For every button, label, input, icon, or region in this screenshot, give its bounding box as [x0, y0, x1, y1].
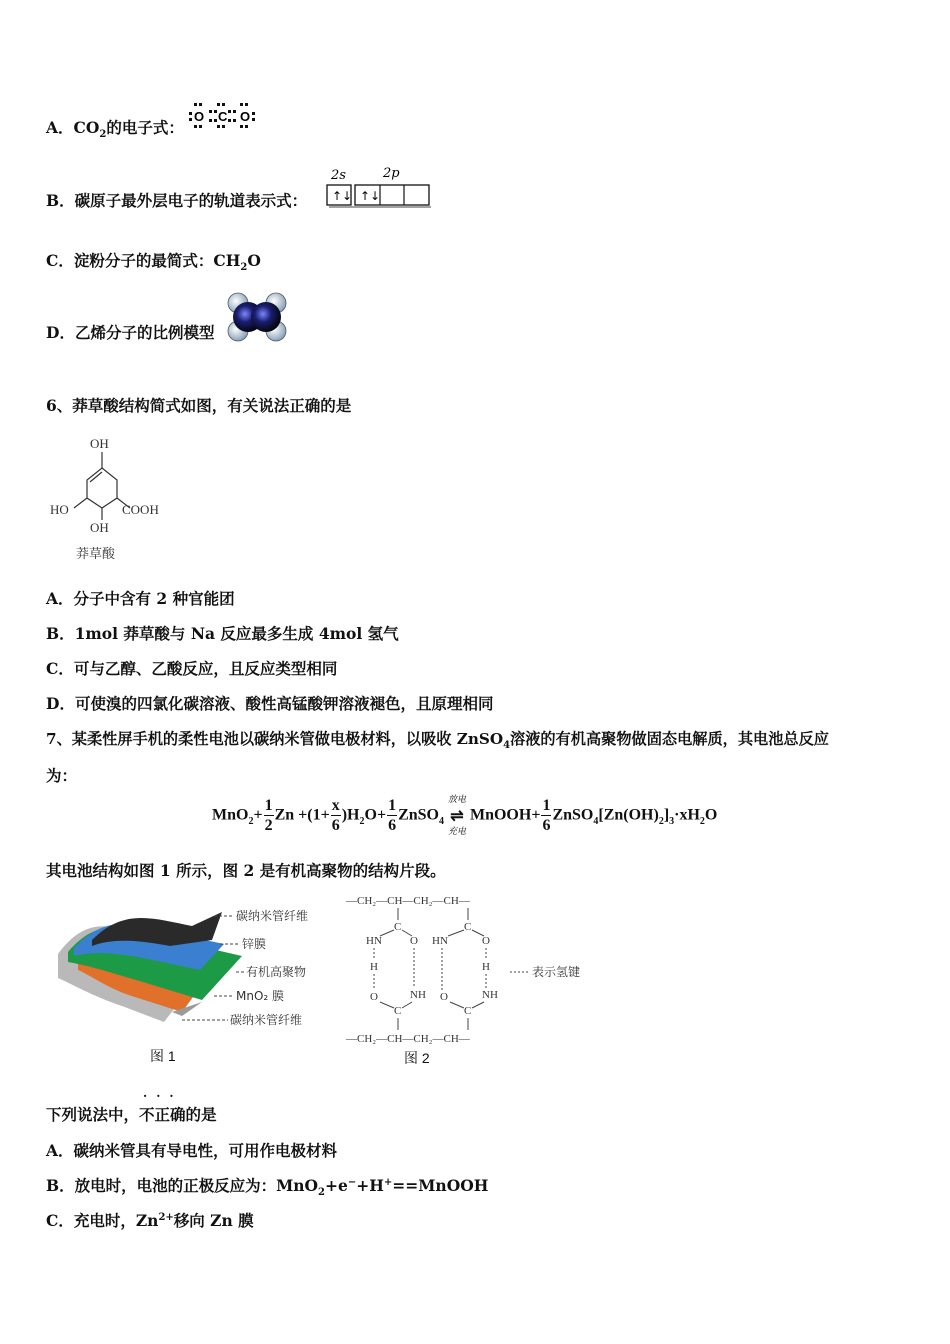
fig2-o-left-top: O [410, 935, 418, 947]
fig2-o-right-bottom: O [440, 991, 448, 1003]
group-oh-top: OH [90, 436, 109, 451]
electron-pair-2s: ↑↓ [332, 189, 353, 203]
q5-option-d: D．乙烯分子的比例模型 [46, 323, 215, 342]
figure-1-battery-structure [52, 900, 322, 1030]
atom-o-right: O [240, 109, 251, 124]
orbital-2p-label: 2p [383, 166, 400, 181]
q6-option-d: D．可使溴的四氯化碳溶液、酸性高锰酸钾溶液褪色，且原理相同 [46, 694, 494, 713]
reversible-arrow: 放电 ⇌ 充电 [447, 794, 466, 836]
q5-option-c: C．淀粉分子的最简式：$CH_2O$ [46, 251, 261, 274]
fraction: $\frac{1}{2}$ [264, 797, 273, 834]
option-label: B． [46, 1176, 75, 1195]
group-oh-bottom: OH [90, 520, 109, 535]
fig2-chain-top: —CH₂—CH—CH₂—CH— [346, 895, 470, 907]
fig2-c-right-bottom: C [464, 1005, 472, 1017]
fig2-legend-hbond: 表示氢键 [532, 965, 581, 979]
group-cooh: COOH [122, 502, 159, 517]
q7-option-c: C．充电时，$Zn^{2+}$移向 Zn 膜 [46, 1211, 254, 1230]
q6-option-a: A．分子中含有 2 种官能团 [46, 589, 235, 608]
fig2-c-right-top: C [464, 921, 472, 933]
q7-option-a: A．碳纳米管具有导电性，可用作电极材料 [46, 1141, 338, 1160]
fig2-c-left-top: C [394, 921, 402, 933]
fraction: $\frac{1}{6}$ [542, 797, 551, 834]
fig1-label-cnt-top: 碳纳米管纤维 [236, 909, 309, 923]
fig2-hn-left: HN [366, 935, 382, 947]
figure-2-caption: 图 2 [404, 1050, 430, 1066]
figure-2-polymer-fragment [344, 890, 594, 1050]
ethylene-space-filling-model [226, 290, 288, 344]
option-label: C． [46, 1211, 74, 1230]
electron-pair-2p: ↑↓ [360, 189, 381, 203]
q7-stem-line2: 为： [46, 766, 78, 785]
atom-c: C [218, 109, 228, 124]
shikimic-acid-structure [46, 432, 176, 566]
carbon-orbital-diagram [325, 165, 433, 211]
emphasis-text: ··· 不正确 [139, 1089, 186, 1124]
q7-question: 下列说法中， ··· 不正确的是 [46, 1089, 217, 1124]
q7-figure-intro: 其电池结构如图 1 所示，图 2 是有机高聚物的结构片段。 [46, 861, 446, 880]
option-label: A． [46, 1141, 74, 1160]
fig2-nh-left: NH [410, 989, 426, 1001]
fig2-o-right-top: O [482, 935, 490, 947]
q5-option-b: B．碳原子最外层电子的轨道表示式： [46, 191, 308, 210]
fig2-nh-right: NH [482, 989, 498, 1001]
option-label: D． [46, 323, 75, 342]
fig1-label-polymer: 有机高聚物 [246, 965, 307, 979]
fig2-hn-right: HN [432, 935, 448, 947]
fig1-label-cnt-bottom: 碳纳米管纤维 [230, 1013, 303, 1027]
battery-equation: MnO$_2$+ $\frac{1}{2}$ Zn +(1+ $\frac{x}{6}$ )$H_2O+$ $\frac{1}{6}$ ZnSO$_4$ 放电 ⇌ 充电 MnOOH+ $\frac{1}{6}$ $ZnSO_4[Zn(OH)_2]_3\cdot xH_2O$ [212, 794, 718, 836]
option-label: D． [46, 694, 75, 713]
group-ho: HO [50, 502, 69, 517]
fig1-label-zinc: 锌膜 [242, 937, 267, 951]
q6-option-c: C．可与乙醇、乙酸反应，且反应类型相同 [46, 659, 338, 678]
fig2-h-right: H [482, 961, 490, 973]
emphasis-dots: ··· [143, 1089, 183, 1103]
structure-caption: 莽草酸 [76, 547, 116, 562]
option-label: A． [46, 118, 74, 137]
q6-stem: 6、莽草酸结构简式如图，有关说法正确的是 [46, 396, 352, 415]
fig2-chain-bottom: —CH₂—CH—CH₂—CH— [346, 1033, 470, 1045]
figure-1-caption: 图 1 [150, 1048, 176, 1064]
fig1-label-mno2: MnO₂ 膜 [236, 989, 285, 1003]
option-label: B． [46, 624, 75, 643]
option-label: C． [46, 659, 74, 678]
co2-electron-formula [188, 100, 260, 134]
fig2-o-left-bottom: O [370, 991, 378, 1003]
fraction: $\frac{x}{6}$ [331, 797, 340, 834]
option-label: B． [46, 191, 75, 210]
q6-option-b: B．1mol 莽草酸与 Na 反应最多生成 4mol 氢气 [46, 624, 399, 643]
fraction: $\frac{1}{6}$ [388, 797, 397, 834]
option-label: A． [46, 589, 74, 608]
q7-stem-line1: 7、某柔性屏手机的柔性电池以碳纳米管做电极材料，以吸收 ZnSO$_4$溶液的有机高聚物做固态电解质，其电池总反应 [46, 730, 829, 752]
orbital-2s-label: 2s [331, 168, 346, 183]
q7-option-b: B．放电时，电池的正极反应为：MnO$_2$+e−+H+==MnOOH [46, 1176, 489, 1199]
fig2-c-left-bottom: C [394, 1005, 402, 1017]
option-label: C． [46, 251, 74, 270]
fig2-h-left: H [370, 961, 378, 973]
q5-option-a: A．$CO_2$的电子式： [46, 118, 184, 141]
atom-o-left: O [194, 109, 205, 124]
